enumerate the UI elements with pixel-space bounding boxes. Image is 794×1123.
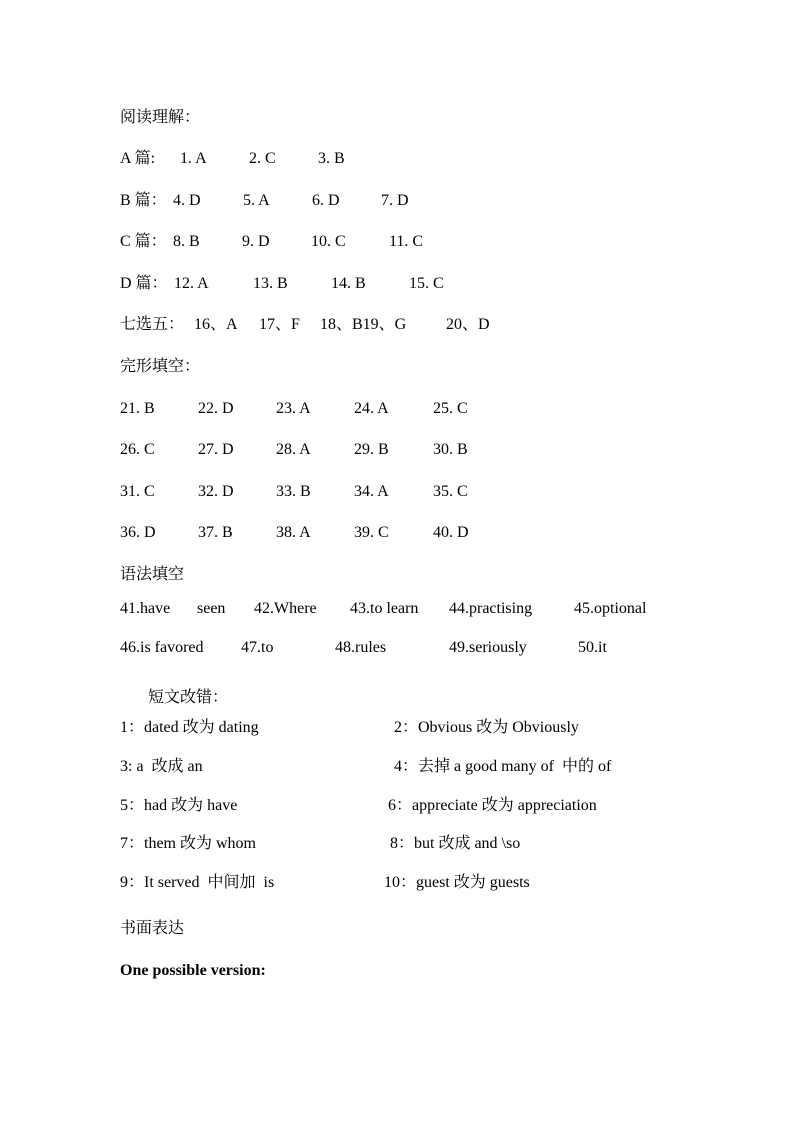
answer: 21. B: [120, 400, 155, 417]
answer: 33. B: [276, 483, 311, 500]
correction-item: 4：去掉 a good many of 中的 of: [394, 758, 612, 775]
answer: 8. B: [173, 233, 200, 250]
answer: 26. C: [120, 441, 155, 458]
reading-a-label: A 篇:: [120, 150, 156, 167]
answer: 17、F: [259, 316, 300, 333]
correction-item: 5：had 改为 have: [120, 797, 238, 814]
answer: seen: [197, 600, 226, 617]
possible-version-label: One possible version:: [120, 962, 266, 979]
answer: 24. A: [354, 400, 389, 417]
answer: 12. A: [174, 275, 209, 292]
grammar-heading: 语法填空: [120, 566, 185, 583]
answer: 49.seriously: [449, 639, 527, 656]
answer: 31. C: [120, 483, 155, 500]
correction-item: 9：It served 中间加 is: [120, 874, 275, 891]
correction-item: 3: a 改成 an: [120, 758, 203, 775]
answer: 9. D: [242, 233, 270, 250]
answer: 48.rules: [335, 639, 387, 656]
answer: 43.to learn: [350, 600, 419, 617]
correction-item: 7：them 改为 whom: [120, 835, 256, 852]
answer: 20、D: [446, 316, 490, 333]
answer: 27. D: [198, 441, 234, 458]
answer: 36. D: [120, 524, 156, 541]
answer: 10. C: [311, 233, 346, 250]
answer: 38. A: [276, 524, 311, 541]
seven-choose-five-label: 七选五：: [120, 316, 185, 333]
answer: 35. C: [433, 483, 468, 500]
answer: 45.optional: [574, 600, 647, 617]
answer: 50.it: [578, 639, 607, 656]
cloze-heading: 完形填空：: [120, 358, 201, 375]
answer: 29. B: [354, 441, 389, 458]
correction-item: 1：dated 改为 dating: [120, 719, 259, 736]
correction-item: 8：but 改成 and \so: [390, 835, 521, 852]
answer: 6. D: [312, 192, 340, 209]
answer: 40. D: [433, 524, 469, 541]
answer: 25. C: [433, 400, 468, 417]
reading-heading: 阅读理解：: [120, 109, 201, 126]
answer: 18、B19、G: [320, 316, 407, 333]
answer: 41.have: [120, 600, 171, 617]
reading-d-label: D 篇：: [120, 275, 168, 292]
answer: 44.practising: [449, 600, 533, 617]
answer: 30. B: [433, 441, 468, 458]
answer: 15. C: [409, 275, 444, 292]
correction-item: 2：Obvious 改为 Obviously: [394, 719, 579, 736]
correction-heading: 短文改错：: [148, 689, 229, 706]
answer: 1. A: [180, 150, 207, 167]
answer: 16、A: [194, 316, 238, 333]
answer: 2. C: [249, 150, 276, 167]
reading-b-label: B 篇：: [120, 192, 167, 209]
answer: 5. A: [243, 192, 270, 209]
answer: 14. B: [331, 275, 366, 292]
answer: 11. C: [389, 233, 424, 250]
correction-item: 6：appreciate 改为 appreciation: [388, 797, 597, 814]
answer: 13. B: [253, 275, 288, 292]
answer: 7. D: [381, 192, 409, 209]
answer: 39. C: [354, 524, 389, 541]
reading-c-label: C 篇：: [120, 233, 167, 250]
answer: 46.is favored: [120, 639, 204, 656]
answer: 42.Where: [254, 600, 317, 617]
answer: 23. A: [276, 400, 311, 417]
writing-heading: 书面表达: [120, 920, 185, 937]
answer: 34. A: [354, 483, 389, 500]
answer: 22. D: [198, 400, 234, 417]
answer: 47.to: [241, 639, 274, 656]
answer: 32. D: [198, 483, 234, 500]
answer: 4. D: [173, 192, 201, 209]
correction-item: 10：guest 改为 guests: [384, 874, 530, 891]
answer: 28. A: [276, 441, 311, 458]
answer: 3. B: [318, 150, 345, 167]
answer: 37. B: [198, 524, 233, 541]
